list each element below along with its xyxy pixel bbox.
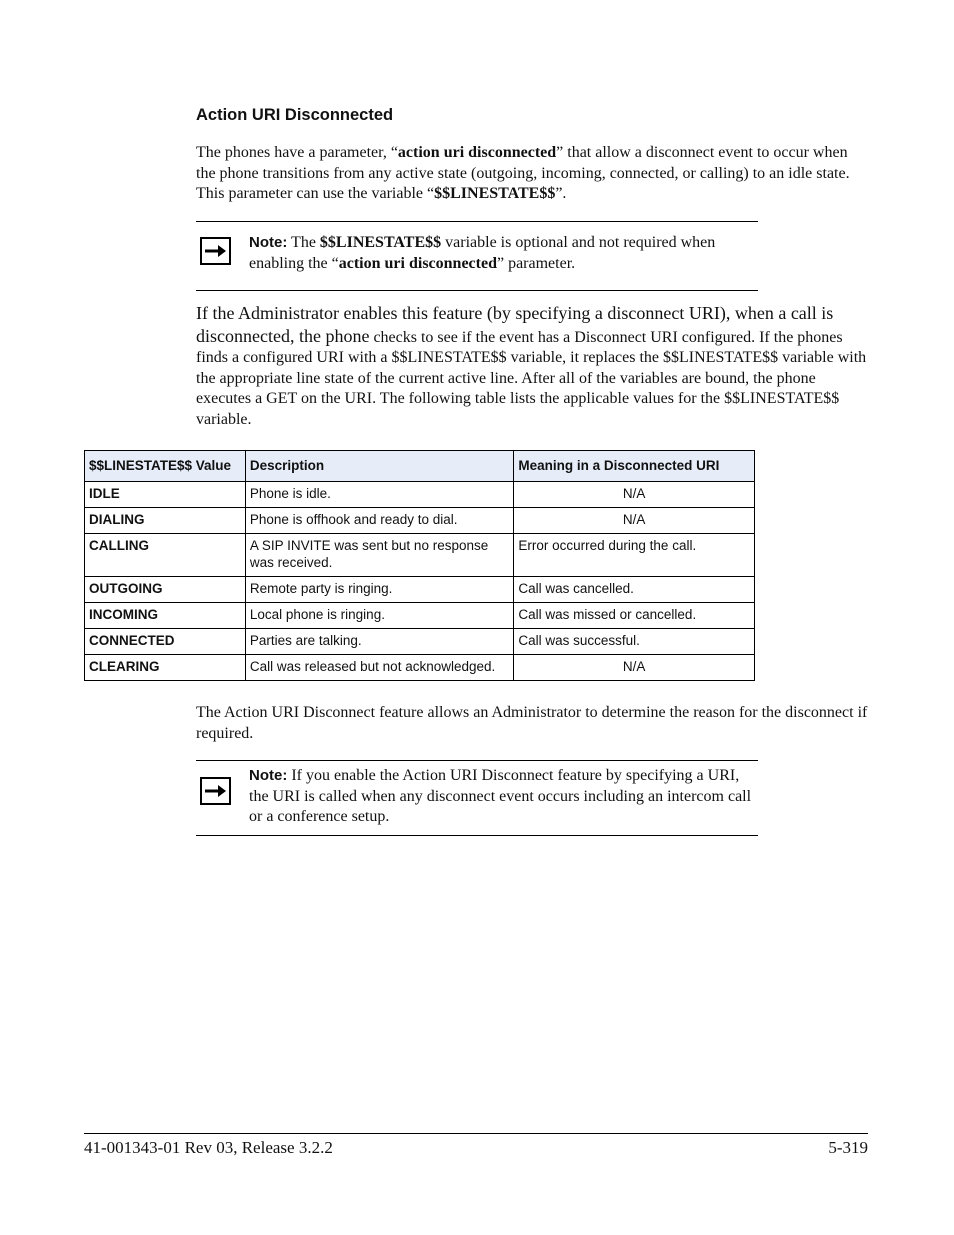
intro-bold-variable: $$LINESTATE$$ [434, 185, 556, 202]
arrow-right-icon [200, 777, 231, 805]
note-box-2 [196, 760, 758, 836]
cell-meaning: N/A [514, 655, 755, 681]
cell-description: Local phone is ringing. [245, 603, 514, 629]
section-heading: Action URI Disconnected [196, 106, 394, 124]
cell-value: DIALING [85, 508, 246, 534]
table-row [85, 577, 755, 603]
cell-meaning: N/A [514, 508, 755, 534]
table-header-row [85, 451, 755, 482]
determine-reason-paragraph: The Action URI Disconnect feature allows an Administrator to determine the reason for the disconnect if required. [196, 704, 868, 742]
note-1-text [249, 233, 754, 274]
cell-meaning: Call was cancelled. [514, 577, 755, 603]
cell-meaning: Call was successful. [514, 629, 755, 655]
header-meaning: Meaning in a Disconnected URI [514, 451, 755, 482]
cell-value: INCOMING [85, 603, 246, 629]
cell-description: Remote party is ringing. [245, 577, 514, 603]
note-2-text [249, 766, 754, 828]
note-1-text-2: variable is optional and not required when enabling the “ [249, 234, 716, 272]
arrow-right-icon [200, 237, 231, 265]
note-box-1 [196, 221, 758, 291]
intro-text-2: ” that allow a disconnect event to occur when the phone transitions from any active state (outgoing, incoming, connected, or calling) to an idle state. This parameter can use the variable “ [196, 144, 850, 202]
cell-meaning: Call was missed or cancelled. [514, 603, 755, 629]
cell-value: CONNECTED [85, 629, 246, 655]
footer-page-number: 5-319 [828, 1138, 868, 1157]
note-2-label: Note: [249, 767, 288, 784]
note-1-text-1: The [287, 234, 320, 251]
table-row [85, 603, 755, 629]
table-row [85, 534, 755, 577]
linestate-table [84, 450, 755, 681]
note-1-label: Note: [249, 234, 288, 251]
note-1-bold-variable: $$LINESTATE$$ [319, 234, 442, 251]
cell-description: Call was released but not acknowledged. [245, 655, 514, 681]
footer-doc-id: 41-001343-01 Rev 03, Release 3.2.2 [84, 1138, 333, 1157]
cell-description: A SIP INVITE was sent but no response was received. [245, 534, 514, 577]
feature-paragraph [196, 303, 868, 430]
cell-description: Parties are talking. [245, 629, 514, 655]
cell-meaning: N/A [514, 482, 755, 508]
cell-value: CLEARING [85, 655, 246, 681]
note-2-body: If you enable the Action URI Disconnect feature by specifying a URI, the URI is called when any disconnect event occurs including an intercom call or a conference setup. [249, 767, 752, 825]
cell-description: Phone is offhook and ready to dial. [245, 508, 514, 534]
intro-bold-param: action uri disconnected [397, 144, 557, 161]
cell-value: OUTGOING [85, 577, 246, 603]
footer-divider [84, 1133, 868, 1134]
cell-description: Phone is idle. [245, 482, 514, 508]
feature-paragraph-lead: If the Administrator enables this feature (by specifying a disconnect URI), when a call is disconnected, the phone [196, 303, 834, 346]
note-1-text-3: ” parameter. [496, 254, 576, 272]
table-row [85, 482, 755, 508]
cell-value: IDLE [85, 482, 246, 508]
cell-meaning: Error occurred during the call. [514, 534, 755, 577]
table-row [85, 629, 755, 655]
table-row [85, 508, 755, 534]
table-row [85, 655, 755, 681]
intro-text-1: The phones have a parameter, “ [196, 144, 398, 161]
header-description: Description [245, 451, 514, 482]
note-1-bold-param: action uri disconnected [338, 254, 497, 272]
header-value: $$LINESTATE$$ Value [85, 451, 246, 482]
intro-text-3: ”. [555, 185, 567, 202]
feature-paragraph-rest: checks to see if the event has a Disconnect URI configured. If the phones finds a configured URI with a $$LINESTATE$$ variable, it replaces the $$LINESTATE$$ variable with the appropriate line state of the current active line. After all of the variables are bound, the phone executes a GET on the URI. The following table lists the applicable values for the $$LINESTATE$$ variable. [196, 328, 867, 428]
cell-value: CALLING [85, 534, 246, 577]
intro-paragraph [196, 143, 868, 205]
